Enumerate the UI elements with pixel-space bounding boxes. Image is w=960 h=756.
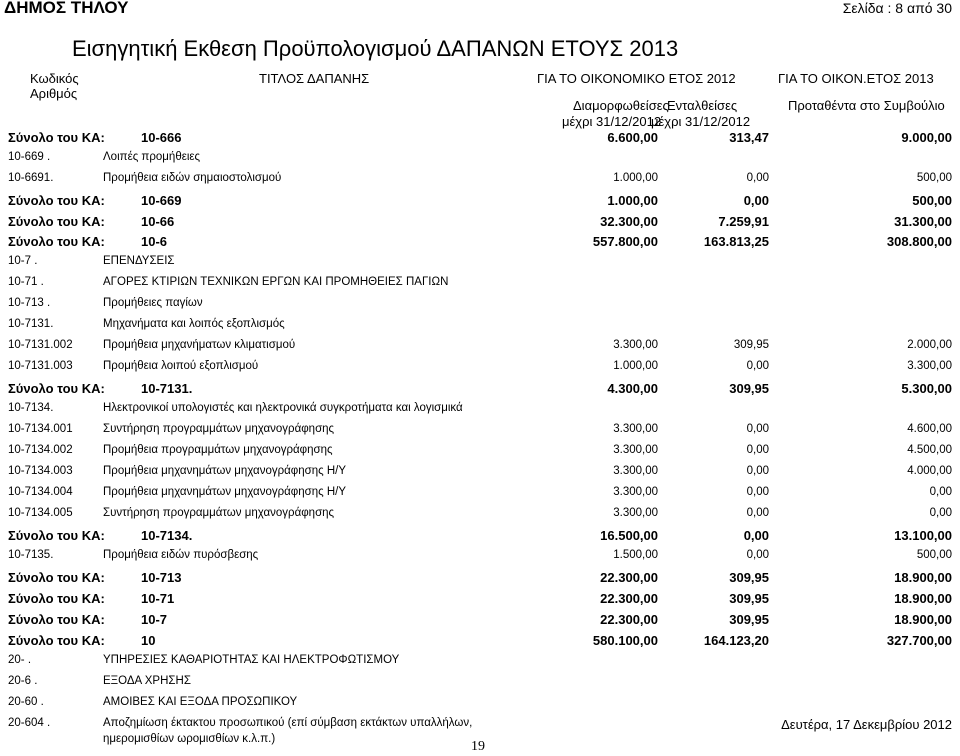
subtotal-code: 10-666	[141, 130, 182, 145]
col-header-ordered: Ενταλθείσες	[667, 98, 738, 113]
ordered-amount: 309,95	[729, 381, 769, 396]
subtotal-label: Σύνολο του ΚΑ:	[8, 570, 105, 585]
row-code: 10-7134.001	[8, 423, 73, 435]
subtotal-label: Σύνολο του ΚΑ:	[8, 528, 105, 543]
formed-amount: 3.300,00	[613, 444, 658, 456]
col-header-proposed: Προταθέντα στο Συμβούλιο	[788, 98, 945, 113]
subtotal-row	[0, 633, 960, 651]
table-row	[0, 360, 960, 378]
row-title: ΑΓΟΡΕΣ ΚΤΙΡΙΩΝ ΤΕΧΝΙΚΩΝ ΕΡΓΩΝ ΚΑΙ ΠΡΟΜΗΘΕΙΕΣ ΠΑΓΙΩΝ	[103, 276, 449, 288]
row-code: 10-7134.002	[8, 444, 73, 456]
formed-amount: 6.600,00	[607, 130, 658, 145]
subtotal-label: Σύνολο του ΚΑ:	[8, 130, 105, 145]
proposed-amount: 4.500,00	[907, 444, 952, 456]
ordered-amount: 0,00	[746, 423, 769, 435]
formed-amount: 32.300,00	[600, 214, 658, 229]
formed-amount: 3.300,00	[613, 339, 658, 351]
municipality-name: ΔΗΜΟΣ ΤΗΛΟΥ	[4, 0, 129, 17]
formed-amount: 1.000,00	[607, 193, 658, 208]
table-row	[0, 172, 960, 190]
table-row	[0, 675, 960, 693]
row-code: 10-71 .	[8, 276, 44, 288]
table-row	[0, 549, 960, 567]
row-code: 10-7131.	[8, 318, 54, 330]
formed-amount: 16.500,00	[600, 528, 658, 543]
formed-amount: 22.300,00	[600, 570, 658, 585]
row-title-continued: ημερομισθίων ωρομισθίων κ.λ.π.)	[103, 733, 276, 745]
col-header-formed-date: μέχρι 31/12/2012	[562, 114, 662, 129]
proposed-amount: 9.000,00	[901, 130, 952, 145]
formed-amount: 3.300,00	[613, 507, 658, 519]
row-title: Προμήθεια λοιπού εξοπλισμού	[103, 360, 259, 372]
subtotal-code: 10-7131.	[141, 381, 193, 396]
row-title: ΕΠΕΝΔΥΣΕΙΣ	[103, 255, 175, 267]
row-code: 10-669 .	[8, 151, 51, 163]
ordered-amount: 309,95	[729, 591, 769, 606]
table-row	[0, 276, 960, 294]
proposed-amount: 4.600,00	[907, 423, 952, 435]
row-title: Συντήρηση προγραμμάτων μηχανογράφησης	[103, 423, 335, 435]
ordered-amount: 7.259,91	[718, 214, 769, 229]
subtotal-code: 10-66	[141, 214, 175, 229]
formed-amount: 22.300,00	[600, 591, 658, 606]
col-header-formed: Διαμορφωθείσες	[573, 98, 669, 113]
ordered-amount: 0,00	[746, 465, 769, 477]
subtotal-row	[0, 570, 960, 588]
table-row	[0, 339, 960, 357]
row-title: ΥΠΗΡΕΣΙΕΣ ΚΑΘΑΡΙΟΤΗΤΑΣ ΚΑΙ ΗΛΕΚΤΡΟΦΩΤΙΣΜΟΥ	[103, 654, 400, 666]
subtotal-row	[0, 612, 960, 630]
ordered-amount: 0,00	[746, 360, 769, 372]
row-code: 10-7131.003	[8, 360, 73, 372]
proposed-amount: 500,00	[916, 172, 952, 184]
row-title: Λοιπές προμήθειες	[103, 151, 201, 163]
table-row	[0, 444, 960, 462]
proposed-amount: 18.900,00	[894, 570, 952, 585]
footer-date: Δευτέρα, 17 Δεκεμβρίου 2012	[781, 717, 952, 732]
row-code: 10-7134.003	[8, 465, 73, 477]
row-title: Ηλεκτρονικοί υπολογιστές και ηλεκτρονικά συγκροτήματα και λογισμικά	[103, 402, 463, 414]
table-row	[0, 318, 960, 336]
formed-amount: 1.000,00	[613, 360, 658, 372]
subtotal-code: 10-71	[141, 591, 175, 606]
row-code: 10-7134.004	[8, 486, 73, 498]
subtotal-code: 10-7	[141, 612, 168, 627]
proposed-amount: 0,00	[929, 486, 952, 498]
table-row	[0, 696, 960, 714]
ordered-amount: 313,47	[729, 130, 769, 145]
ordered-amount: 0,00	[746, 444, 769, 456]
proposed-amount: 500,00	[916, 549, 952, 561]
row-code: 10-6691.	[8, 172, 54, 184]
proposed-amount: 327.700,00	[886, 633, 952, 648]
col-header-number: Αριθμός	[30, 86, 78, 101]
subtotal-label: Σύνολο του ΚΑ:	[8, 633, 105, 648]
formed-amount: 22.300,00	[600, 612, 658, 627]
ordered-amount: 0,00	[746, 549, 769, 561]
subtotal-row	[0, 193, 960, 211]
formed-amount: 3.300,00	[613, 486, 658, 498]
col-header-fy2013: ΓΙΑ ΤΟ ΟΙΚΟΝ.ΕΤΟΣ 2013	[778, 71, 934, 86]
col-header-title: ΤΙΤΛΟΣ ΔΑΠΑΝΗΣ	[259, 71, 370, 86]
subtotal-row	[0, 234, 960, 252]
row-title: Μηχανήματα και λοιπός εξοπλισμός	[103, 318, 285, 330]
formed-amount: 3.300,00	[613, 423, 658, 435]
row-code: 10-713 .	[8, 297, 51, 309]
subtotal-label: Σύνολο του ΚΑ:	[8, 381, 105, 396]
row-title: Προμήθεια ειδών πυρόσβεσης	[103, 549, 259, 561]
proposed-amount: 308.800,00	[886, 234, 952, 249]
proposed-amount: 13.100,00	[894, 528, 952, 543]
ordered-amount: 164.123,20	[703, 633, 769, 648]
col-header-ordered-date: μέχρι 31/12/2012	[651, 114, 751, 129]
table-row	[0, 402, 960, 420]
proposed-amount: 500,00	[912, 193, 952, 208]
row-code: 10-7134.005	[8, 507, 73, 519]
table-row	[0, 465, 960, 483]
subtotal-code: 10	[141, 633, 156, 648]
table-row	[0, 486, 960, 504]
row-code: 10-7 .	[8, 255, 38, 267]
subtotal-label: Σύνολο του ΚΑ:	[8, 591, 105, 606]
row-code: 10-7134.	[8, 402, 54, 414]
proposed-amount: 5.300,00	[901, 381, 952, 396]
row-code: 10-7135.	[8, 549, 54, 561]
ordered-amount: 0,00	[746, 507, 769, 519]
row-code: 10-7131.002	[8, 339, 73, 351]
formed-amount: 3.300,00	[613, 465, 658, 477]
table-row	[0, 423, 960, 441]
formed-amount: 4.300,00	[607, 381, 658, 396]
proposed-amount: 2.000,00	[907, 339, 952, 351]
subtotal-row	[0, 381, 960, 399]
ordered-amount: 0,00	[746, 486, 769, 498]
page-number: 19	[471, 739, 485, 754]
table-row	[0, 297, 960, 315]
row-title: Συντήρηση προγραμμάτων μηχανογράφησης	[103, 507, 335, 519]
subtotal-code: 10-6	[141, 234, 168, 249]
formed-amount: 580.100,00	[592, 633, 658, 648]
row-title: Προμήθεια προγραμμάτων μηχανογράφησης	[103, 444, 333, 456]
proposed-amount: 4.000,00	[907, 465, 952, 477]
subtotal-label: Σύνολο του ΚΑ:	[8, 193, 105, 208]
proposed-amount: 0,00	[929, 507, 952, 519]
ordered-amount: 0,00	[743, 528, 769, 543]
row-title: Αποζημίωση έκτακτου προσωπικού (επί σύμβαση εκτάκτων υπαλλήλων,	[103, 717, 473, 729]
subtotal-label: Σύνολο του ΚΑ:	[8, 214, 105, 229]
subtotal-label: Σύνολο του ΚΑ:	[8, 234, 105, 249]
subtotal-label: Σύνολο του ΚΑ:	[8, 612, 105, 627]
proposed-amount: 18.900,00	[894, 591, 952, 606]
subtotal-code: 10-713	[141, 570, 182, 585]
row-code: 20-6 .	[8, 675, 38, 687]
ordered-amount: 0,00	[746, 172, 769, 184]
table-row	[0, 654, 960, 672]
subtotal-row	[0, 528, 960, 546]
row-title: Προμήθεια μηχανημάτων μηχανογράφησης Η/Υ	[103, 465, 347, 477]
ordered-amount: 309,95	[733, 339, 769, 351]
ordered-amount: 309,95	[729, 570, 769, 585]
subtotal-row	[0, 130, 960, 148]
ordered-amount: 163.813,25	[703, 234, 769, 249]
proposed-amount: 3.300,00	[907, 360, 952, 372]
row-title: ΑΜΟΙΒΕΣ ΚΑΙ ΕΞΟΔΑ ΠΡΟΣΩΠΙΚΟΥ	[103, 696, 298, 708]
proposed-amount: 18.900,00	[894, 612, 952, 627]
proposed-amount: 31.300,00	[894, 214, 952, 229]
row-code: 20-604 .	[8, 717, 51, 729]
col-header-code: Κωδικός	[30, 71, 79, 86]
subtotal-row	[0, 591, 960, 609]
subtotal-code: 10-7134.	[141, 528, 193, 543]
row-title: ΕΞΟΔΑ ΧΡΗΣΗΣ	[103, 675, 191, 687]
row-title: Προμήθειες παγίων	[103, 297, 203, 309]
table-row	[0, 151, 960, 169]
ordered-amount: 309,95	[729, 612, 769, 627]
page-info: Σελίδα : 8 από 30	[842, 0, 952, 16]
row-title: Προμήθεια ειδών σημαιοστολισμού	[103, 172, 282, 184]
formed-amount: 1.000,00	[613, 172, 658, 184]
formed-amount: 557.800,00	[592, 234, 658, 249]
table-row	[0, 255, 960, 273]
formed-amount: 1.500,00	[613, 549, 658, 561]
row-code: 20-60 .	[8, 696, 44, 708]
subtotal-code: 10-669	[141, 193, 182, 208]
row-title: Προμήθεια μηχανημάτων μηχανογράφησης Η/Υ	[103, 486, 347, 498]
row-title: Προμήθεια μηχανήματων κλιματισμού	[103, 339, 296, 351]
ordered-amount: 0,00	[743, 193, 769, 208]
col-header-fy2012: ΓΙΑ ΤΟ ΟΙΚΟΝΟΜΙΚΟ ΕΤΟΣ 2012	[537, 71, 736, 86]
subtotal-row	[0, 214, 960, 232]
report-title: Εισηγητική Εκθεση Προϋπολογισμού ΔΑΠΑΝΩΝ ΕΤΟΥΣ 2013	[72, 36, 679, 61]
table-row	[0, 507, 960, 525]
row-code: 20- .	[8, 654, 32, 666]
